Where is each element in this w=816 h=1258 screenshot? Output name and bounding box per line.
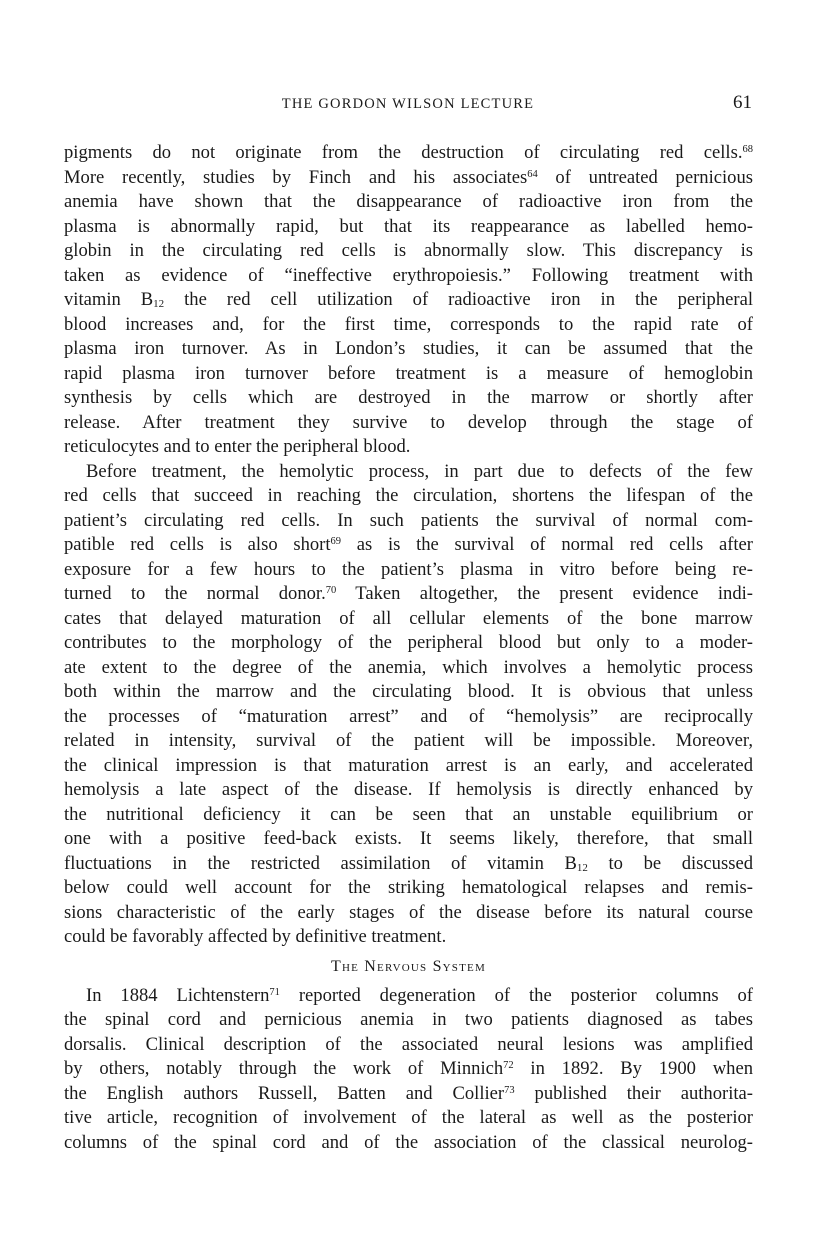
- reference-superscript: 64: [527, 168, 538, 180]
- paragraph-1: [64, 141, 753, 460]
- text-line: [64, 925, 753, 950]
- text-span: anemia have shown that the disappearance of radioactive iron from the: [64, 191, 753, 212]
- text-line: [64, 215, 753, 240]
- text-line: [64, 680, 753, 705]
- text-span: blood increases and, for the first time, corresponds to the rapid rate of: [64, 313, 753, 335]
- text-span: release. After treatment they survive to develop through the stage of: [64, 411, 753, 433]
- text-span: pigments do not originate from the destruction of circulating red cells.: [64, 142, 743, 163]
- reference-superscript: 70: [325, 585, 337, 596]
- text-span: Before treatment, the hemolytic process, in part due to defects of the few: [86, 460, 753, 482]
- text-span: one with a positive feed-back exists. It seems likely, therefore, that small: [64, 828, 753, 849]
- running-head: [64, 92, 752, 120]
- reference-superscript: 68: [742, 144, 753, 155]
- text-line: [64, 460, 753, 485]
- text-span: dorsalis. Clinical description of the associated neural lesions was amplified: [64, 1033, 753, 1055]
- text-span: the red cell utilization of radioactive iron in the peripheral: [164, 289, 753, 310]
- text-line: [64, 803, 753, 828]
- text-line: [64, 1082, 753, 1107]
- text-line: [64, 1057, 753, 1082]
- text-line: [64, 1106, 753, 1131]
- text-span: the processes of “maturation arrest” and of “hemolysis” are reciprocally: [64, 705, 753, 727]
- text-line: [64, 582, 753, 607]
- reference-superscript: 69: [330, 536, 342, 547]
- text-line: [64, 190, 753, 215]
- text-line: [64, 984, 753, 1009]
- reference-superscript: 73: [504, 1084, 515, 1096]
- text-span: plasma is abnormally rapid, but that its reappearance as labelled hemo-: [64, 215, 753, 237]
- text-line: [64, 411, 753, 436]
- text-span: ate extent to the degree of the anemia, which involves a hemolytic process: [64, 656, 753, 678]
- text-line: [64, 141, 753, 166]
- text-span: the clinical impression is that maturation arrest is an early, and accelerated: [64, 754, 753, 776]
- text-line: [64, 778, 753, 803]
- text-line: [64, 1033, 753, 1058]
- text-span: patient’s circulating red cells. In such patients the survival of normal com-: [64, 509, 753, 531]
- text-line: [64, 827, 753, 852]
- text-span: reticulocytes and to enter the peripheral blood.: [64, 436, 411, 457]
- article-body: [64, 141, 753, 1155]
- text-line: [64, 288, 753, 313]
- paragraph-3: [64, 984, 753, 1156]
- text-span: the nutritional deficiency it can be seen that an unstable equilibrium or: [64, 803, 753, 825]
- text-span: by others, notably through the work of Minnich: [64, 1058, 504, 1079]
- text-span: below could well account for the striking hematological relapses and remis-: [64, 877, 753, 898]
- text-line: [64, 876, 753, 901]
- text-line: [64, 852, 753, 877]
- text-span: tive article, recognition of involvement of the lateral as well as the posterior: [64, 1107, 753, 1128]
- text-span: in 1892. By 1900 when: [513, 1058, 753, 1079]
- section-heading: The Nervous System: [331, 957, 486, 975]
- text-span: related in intensity, survival of the patient will be impossible. Moreover,: [64, 730, 753, 751]
- text-span: columns of the spinal cord and of the association of the classical neurolog-: [64, 1131, 753, 1153]
- text-line: [64, 264, 753, 289]
- text-span: published their authorita-: [514, 1082, 753, 1104]
- text-line: [64, 435, 753, 460]
- text-line: [64, 313, 753, 338]
- text-span: synthesis by cells which are destroyed in the marrow or shortly after: [64, 387, 753, 408]
- text-span: to be discussed: [587, 852, 753, 874]
- subscript: 12: [576, 861, 588, 874]
- text-span: reported degeneration of the posterior columns of: [279, 984, 753, 1006]
- text-line: [64, 607, 753, 632]
- text-span: hemolysis a late aspect of the disease. If hemolysis is directly enhanced by: [64, 779, 753, 800]
- running-head-title: THE GORDON WILSON LECTURE: [281, 96, 535, 112]
- text-span: patible red cells is also short: [64, 534, 331, 555]
- text-span: could be favorably affected by definitive treatment.: [64, 926, 447, 947]
- text-line: [64, 337, 753, 362]
- text-span: plasma iron turnover. As in London’s studies, it can be assumed that the: [64, 338, 753, 359]
- text-span: fluctuations in the restricted assimilation of vitamin B: [64, 852, 577, 874]
- text-span: globin in the circulating red cells is abnormally slow. This discrepancy is: [64, 240, 753, 261]
- text-span: taken as evidence of “ineffective erythropoiesis.” Following treatment with: [64, 264, 753, 286]
- text-span: both within the marrow and the circulating blood. It is obvious that unless: [64, 681, 753, 702]
- text-span: cates that delayed maturation of all cellular elements of the bone marrow: [64, 607, 753, 629]
- text-span: More recently, studies by Finch and his associates: [64, 166, 528, 188]
- text-line: [64, 754, 753, 779]
- text-span: as is the survival of normal red cells after: [341, 534, 753, 555]
- text-span: turned to the normal donor.: [64, 583, 326, 604]
- text-span: the English authors Russell, Batten and Collier: [64, 1082, 505, 1104]
- text-line: [64, 484, 753, 509]
- text-line: [64, 631, 753, 656]
- text-span: Taken altogether, the present evidence indi-: [336, 583, 753, 604]
- text-line: [64, 533, 753, 558]
- text-line: [64, 362, 753, 387]
- text-line: [64, 558, 753, 583]
- page-number: 61: [733, 92, 752, 113]
- reference-superscript: 72: [503, 1060, 514, 1071]
- text-line: [64, 1008, 753, 1033]
- text-span: exposure for a few hours to the patient’s plasma in vitro before being re-: [64, 558, 753, 580]
- text-span: In 1884 Lichtenstern: [86, 984, 270, 1006]
- text-line: [64, 509, 753, 534]
- text-line: [64, 656, 753, 681]
- text-span: vitamin B: [64, 289, 154, 310]
- text-line: [64, 901, 753, 926]
- paragraph-2: [64, 460, 753, 950]
- text-line: [64, 386, 753, 411]
- subscript: 12: [153, 298, 165, 310]
- text-line: [64, 166, 753, 191]
- text-line: [64, 239, 753, 264]
- text-span: red cells that succeed in reaching the circulation, shortens the lifespan of the: [64, 485, 753, 506]
- text-line: [64, 705, 753, 730]
- text-line: [64, 1131, 753, 1156]
- text-line: [64, 729, 753, 754]
- text-span: rapid plasma iron turnover before treatment is a measure of hemoglobin: [64, 362, 753, 384]
- text-span: contributes to the morphology of the peripheral blood but only to a moder-: [64, 632, 753, 653]
- text-span: the spinal cord and pernicious anemia in two patients diagnosed as tabes: [64, 1009, 753, 1030]
- text-span: sions characteristic of the early stages of the disease before its natural course: [64, 901, 753, 923]
- reference-superscript: 71: [269, 986, 280, 998]
- text-span: of untreated pernicious: [537, 166, 754, 188]
